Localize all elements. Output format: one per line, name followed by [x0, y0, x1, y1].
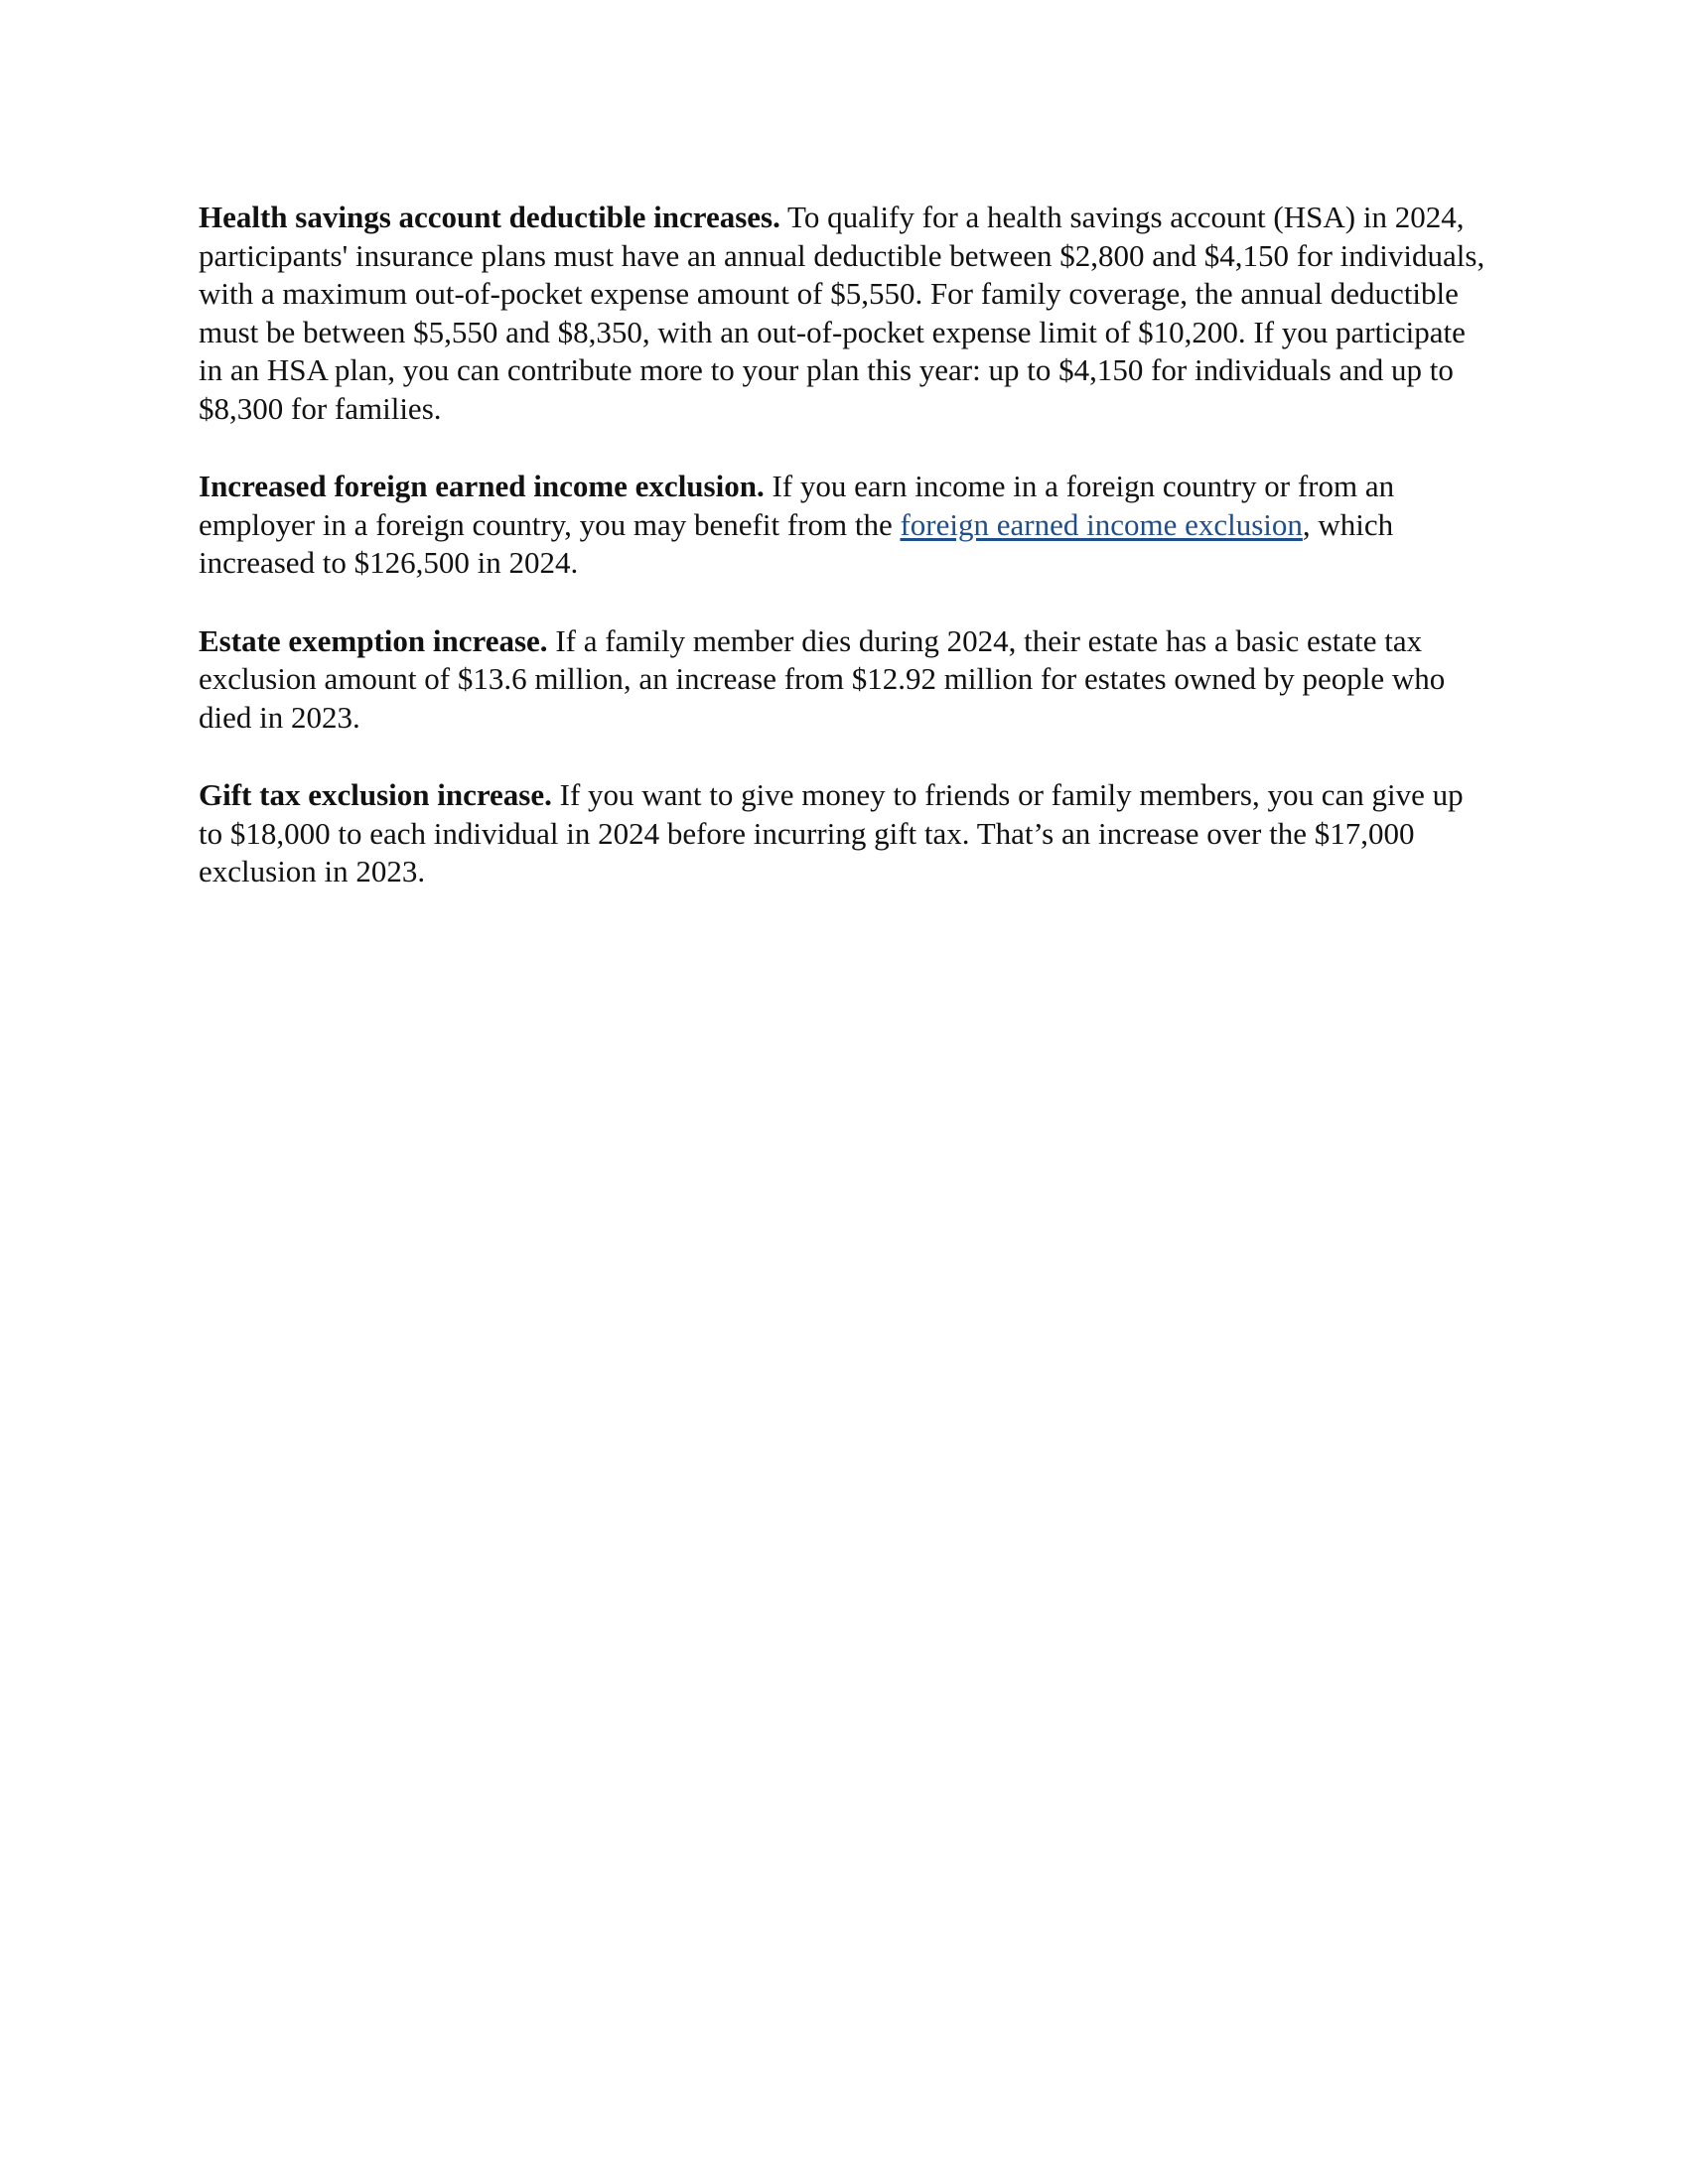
paragraph-hsa-deductible	[199, 199, 1494, 428]
paragraph-body: If a family member dies during 2024, their estate has a basic estate tax exclusion amount of $13.6 million, an increase from $12.92 million for estates owned by people who died in 2023.	[199, 622, 1446, 735]
paragraph-body: To qualify for a health savings account (HSA) in 2024, participants' insurance plans must have an annual deductible between $2,800 and $4,150 for individuals, with a maximum out-of-pocket expense amount of $5,550. For family coverage, the annual deductible must be between $5,550 and $8,350, with an out-of-pocket expense limit of $10,200. If you participate in an HSA plan, you can contribute more to your plan this year: up to $4,150 for individuals and up to $8,300 for families.	[199, 200, 1485, 426]
document-page	[199, 199, 1494, 931]
paragraph-heading: Health savings account deductible increases.	[199, 200, 780, 234]
foreign-earned-income-exclusion-link[interactable]: foreign earned income exclusion	[900, 506, 1303, 542]
paragraph-heading: Gift tax exclusion increase.	[199, 777, 552, 812]
paragraph-heading: Estate exemption increase.	[199, 622, 548, 658]
paragraph-body: If you earn income in a foreign country or from an employer in a foreign country, you may benefit from the	[199, 469, 1395, 542]
paragraph-body: If you want to give money to friends or family members, you can give up to $18,000 to each individual in 2024 before incurring gift tax. That’s an increase over the $17,000 exclusion in 2023.	[199, 777, 1464, 888]
paragraph-gift-tax-exclusion	[199, 776, 1494, 891]
paragraph-body-continued: , which increased to $126,500 in 2024.	[199, 506, 1394, 580]
paragraph-heading: Increased foreign earned income exclusion.	[199, 469, 765, 503]
paragraph-estate-exemption	[199, 622, 1494, 738]
paragraph-foreign-income-exclusion	[199, 468, 1494, 583]
